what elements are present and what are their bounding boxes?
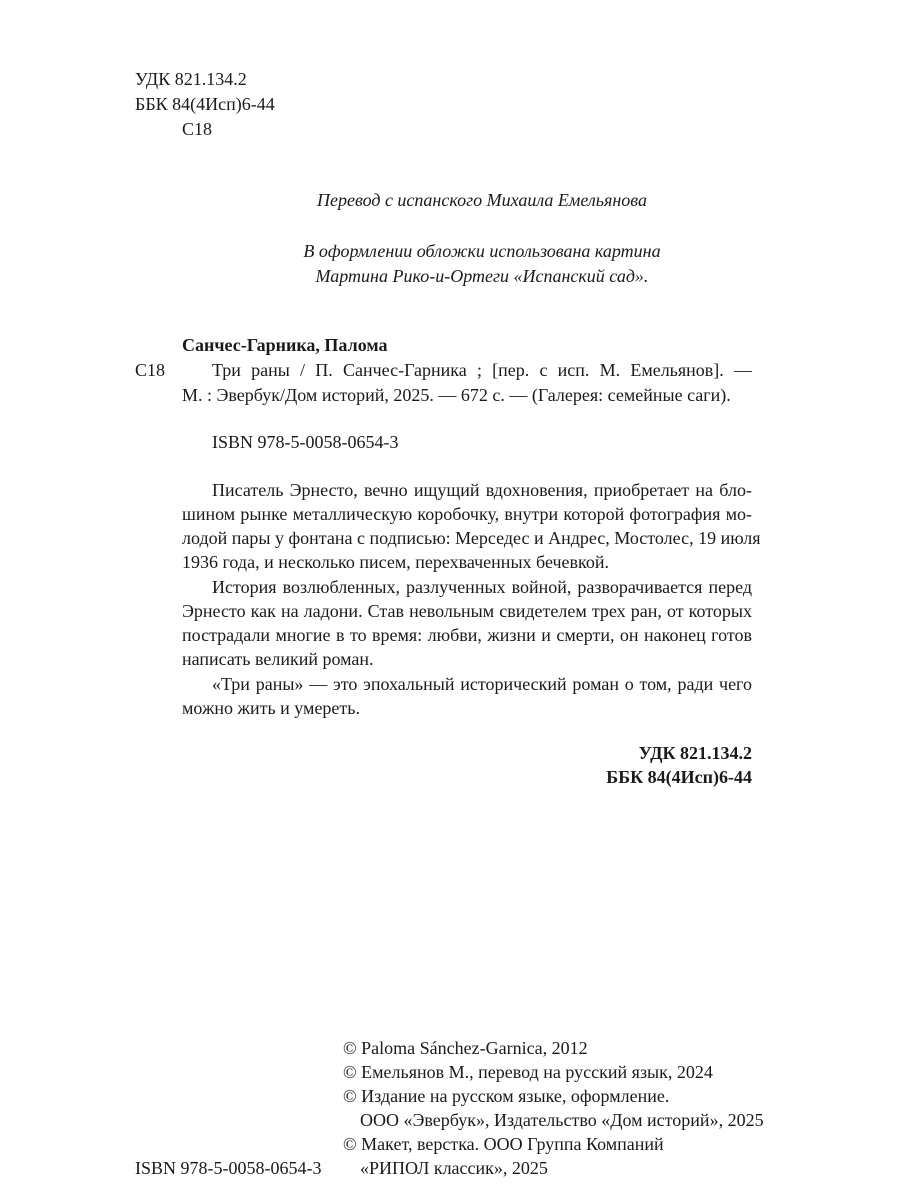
copyright-line-1: © Paloma Sánchez-Garnica, 2012 [343,1038,588,1058]
copyright-line-3: © Издание на русском языке, оформление. [343,1086,670,1106]
author-mark-top: С18 [182,119,213,139]
annotation-p1-line2: шином рынке металлическую коробочку, внутри которой фотография мо- [182,504,752,524]
annotation-p2-line4: написать великий роман. [182,649,374,669]
udk-bottom: УДК 821.134.2 [638,743,752,763]
annotation-p3-line1: «Три раны» — это эпохальный исторический роман о том, ради чего [212,674,752,694]
udk-top: УДК 821.134.2 [135,69,247,89]
annotation-p2-line2: Эрнесто как на ладони. Став невольным свидетелем трех ран, от которых [182,601,752,621]
author-heading: Санчес-Гарника, Палома [182,335,388,355]
bbk-bottom: ББК 84(4Исп)6-44 [606,767,752,787]
record-line-2: М. : Эвербук/Дом историй, 2025. — 672 с. — (Галерея: семейные саги). [182,385,731,405]
copyright-line-2: © Емельянов М., перевод на русский язык, 2024 [343,1062,713,1082]
cover-credit-line1: В оформлении обложки использована картина [303,241,661,261]
cover-credit-line2: Мартина Рико-и-Ортеги «Испанский сад». [315,266,649,286]
footer-isbn: ISBN 978-5-0058-0654-3 [135,1158,322,1178]
annotation-p2-line3: пострадали многие в то время: любви, жизни и смерти, он наконец готов [182,625,752,645]
copyright-line-5: © Макет, верстка. ООО Группа Компаний [343,1134,664,1154]
annotation-p3-line2: можно жить и умереть. [182,698,360,718]
copyright-line-6: «РИПОЛ классик», 2025 [360,1158,548,1178]
record-isbn: ISBN 978-5-0058-0654-3 [212,432,399,452]
record-mark: С18 [135,360,166,380]
annotation-p1-line1: Писатель Эрнесто, вечно ищущий вдохновения, приобретает на бло- [212,480,752,500]
copyright-line-4: ООО «Эвербук», Издательство «Дом историй», 2025 [360,1110,764,1130]
translation-credit: Перевод с испанского Михаила Емельянова [317,190,647,210]
annotation-p1-line3: лодой пары у фонтана с подписью: Мерседес и Андрес, Мостолес, 19 июля [182,528,761,548]
bbk-top: ББК 84(4Исп)6-44 [135,94,275,114]
annotation-p2-line1: История возлюбленных, разлученных войной, разворачивается перед [212,577,752,597]
annotation-p1-line4: 1936 года, и несколько писем, перехваченных бечевкой. [182,552,609,572]
record-line-1: Три раны / П. Санчес-Гарника ; [пер. с исп. М. Емельянов]. — [212,360,752,380]
